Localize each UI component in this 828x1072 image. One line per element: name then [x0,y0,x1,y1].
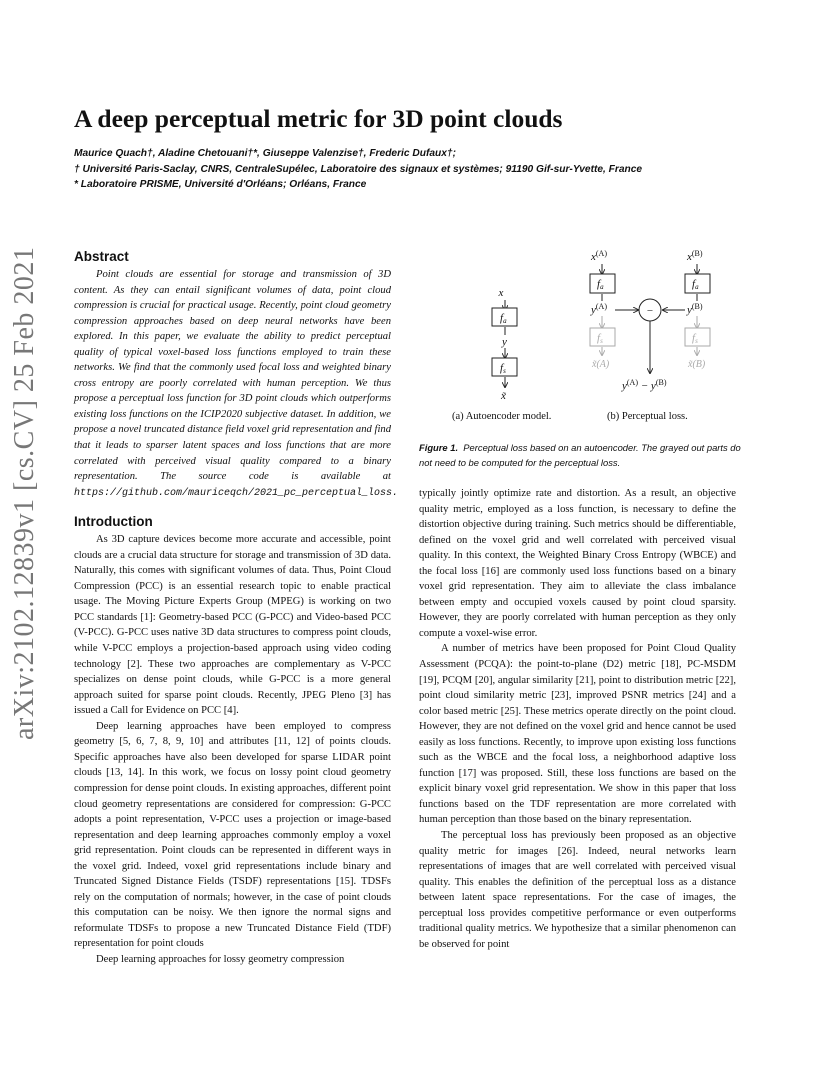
figure-caption-label: Figure 1. [419,442,459,453]
abstract-body: Point clouds are essential for storage and transmission of 3D content. As they can entail significant volumes of data, point cloud compression is crucial for practical usage. Recently, point cloud geometry compression approaches based on deep neural networks have been explored. In this paper, we evaluate the ability to predict perceptual quality of typical voxel-based loss functions employed to train these networks. We find that the commonly used focal loss and weighted binary cross entropy are poorly correlated with human perception. We thus propose a perceptual loss function for 3D point clouds which outperforms existing loss functions on the ICIP2020 subjective dataset. In addition, we propose a novel truncated distance field voxel grid representation and find that it leads to sparser latent spaces and loss functions that are more correlated with perceived visual quality compared to a binary representation. The source code is available at [74,269,391,483]
right-paragraph-1: typically jointly optimize rate and distortion. As a result, an objective quality metric, employed as a loss function, is necessary to define the distortion objective during training. Such metrics should be differentiable, defined on the voxel grid and well correlated with perceived visual quality. In this context, the Weighted Binary Cross Entropy (WBCE) and the focal loss [16] are commonly used loss functions based on a binary voxel grid representation. They aim to alleviate the class imbalance between empty and occupied voxels caused by point cloud sparsity. However, they are poorly correlated with human perception as they only compute a voxel-wise error. [419,488,736,639]
left-column [74,248,399,968]
label-xhat: x̃ [501,390,506,402]
label-fs: fs [500,362,506,375]
affiliation-2: * Laboratoire PRISME, Université d'Orléans; Orléans, France [74,179,367,190]
figure-1 [419,250,750,480]
label-fa: fa [500,312,507,325]
intro-paragraph-3: Deep learning approaches for lossy geometry compression [96,953,345,965]
label-xhatB: x̃(B) [688,359,706,370]
arxiv-stamp: arXiv:2102.12839v1 [cs.CV] 25 Feb 2021 [9,246,40,740]
label-fs-B: fs [692,332,698,345]
label-y: y [502,336,507,348]
right-paragraph-3: The perceptual loss has previously been proposed as an objective quality metric for images [26]. Indeed, neural networks learn representations of images that are well correlated with perceived visual quality. This enables the definition of the perceptual loss as a distance between latent space representations. For the case of images, the perceptual loss provides competitive performance or even outperforms traditional quality metrics. We hypothesize that a similar phenomenon can be observed for point [419,830,736,950]
label-x: x [498,287,504,299]
label-fa-A: fa [597,278,604,291]
figure-caption-text: Perceptual loss based on an autoencoder. The grayed out parts do not need to be computed for the perceptual loss. [419,442,741,468]
right-column [419,486,736,952]
abstract-heading: Abstract [74,249,129,264]
label-xhatA: x̃(A) [592,359,610,370]
label-xB: $x^{(B)}$ [687,250,703,263]
authors-line: Maurice Quach†, Aladine Chetouani†*, Giuseppe Valenzise†, Frederic Dufaux†; [74,148,456,159]
label-diff: $y^{(A)} - y^{(B)}$ [622,378,667,392]
label-yA: $y^{(A)}$ [591,302,607,316]
label-xA: $x^{(A)}$ [591,250,607,263]
author-block [74,146,774,193]
intro-paragraph-1: As 3D capture devices become more accurate and accessible, point clouds are a crucial data structure for storage and transmission of 3D data. Naturally, this comes with significant volumes of data. Thus, Point Cloud Compression (PCC) is an essential research topic to enable practical usage. The Moving Picture Experts Group (MPEG) is working on two PCC standards [1]: Geometry-based PCC (G-PCC) and Video-based PCC (V-PCC). G-PCC uses native 3D data structures to compress point clouds, while V-PCC employs a projection-based approach using video coding technology [2]. These two approaches are complementary as V-PCC specializes on dense point clouds, while G-PCC is a more general approach suited for sparse point clouds. Recently, JPEG Pleno [3] has issued a Call for Evidence on PCC [4]. [74,534,391,717]
right-paragraph-2: A number of metrics have been proposed for Point Cloud Quality Assessment (PCQA): the point-to-plane (D2) metric [18], PC-MSDM [19], PCQM [20], angular similarity [21], point to distribution metric [22], point cloud similarity metric [23], improved PSNR metrics [24] and a color based metric [25]. These metrics operate directly on the point cloud. However, they are not defined on the voxel grid and hence cannot be used easily as loss functions. Recently, to improve upon existing loss functions such as the WBCE and the focal loss, a neighborhood adaptive loss function [17] was proposed. Still, these loss functions are based on the explicit binary voxel grid representation. We show in this paper that loss functions based on the TDF representation are more correlated with human perception than those based on the binary representation. [419,643,736,826]
subcaption-b: (b) Perceptual loss. [607,411,688,422]
figure-caption [419,440,749,470]
page-title: A deep perceptual metric for 3D point clouds [74,104,563,133]
intro-paragraph-2: Deep learning approaches have been employed to compress geometry [5, 6, 7, 8, 9, 10] and attributes [11, 12] of points clouds. Specific approaches have also been developed for sparse LIDAR point clouds [13, 14]. In this work, we focus on lossy point cloud geometry compression for dense point clouds. In existing approaches, different point cloud geometry representations are considered for compression: G-PCC adopts a point representation, V-PCC uses a projection or image-based representation and deep learning approaches commonly employ a voxel grid representation. Point clouds can be represented in different ways in the voxel grid. Indeed, voxel grid representations include binary and Truncated Signed Distance Fields (TSDF) representations [15]. TDSFs rely on the computation of normals; however, in the case of point clouds this computation can be noisy. We then ignore the normal signs and reformulate TDSFs to propose a new Truncated Distance Field (TDF) representation for point clouds [74,720,391,950]
label-minus: − [646,305,654,317]
label-yB: $y^{(B)}$ [687,302,703,316]
abstract-text [74,267,399,501]
label-fa-B: fa [692,278,699,291]
source-code-url[interactable]: https://github.com/mauriceqch/2021_pc_perceptual_loss. [74,487,399,499]
affiliation-1: † Université Paris-Saclay, CNRS, CentraleSupélec, Laboratoire des signaux et systèmes; 91190 Gif-sur-Yvette, France [74,163,643,175]
label-fs-A: fs [597,332,603,345]
figure-diagram [430,250,750,410]
subcaption-a: (a) Autoencoder model. [452,411,552,422]
introduction-heading: Introduction [74,514,153,530]
